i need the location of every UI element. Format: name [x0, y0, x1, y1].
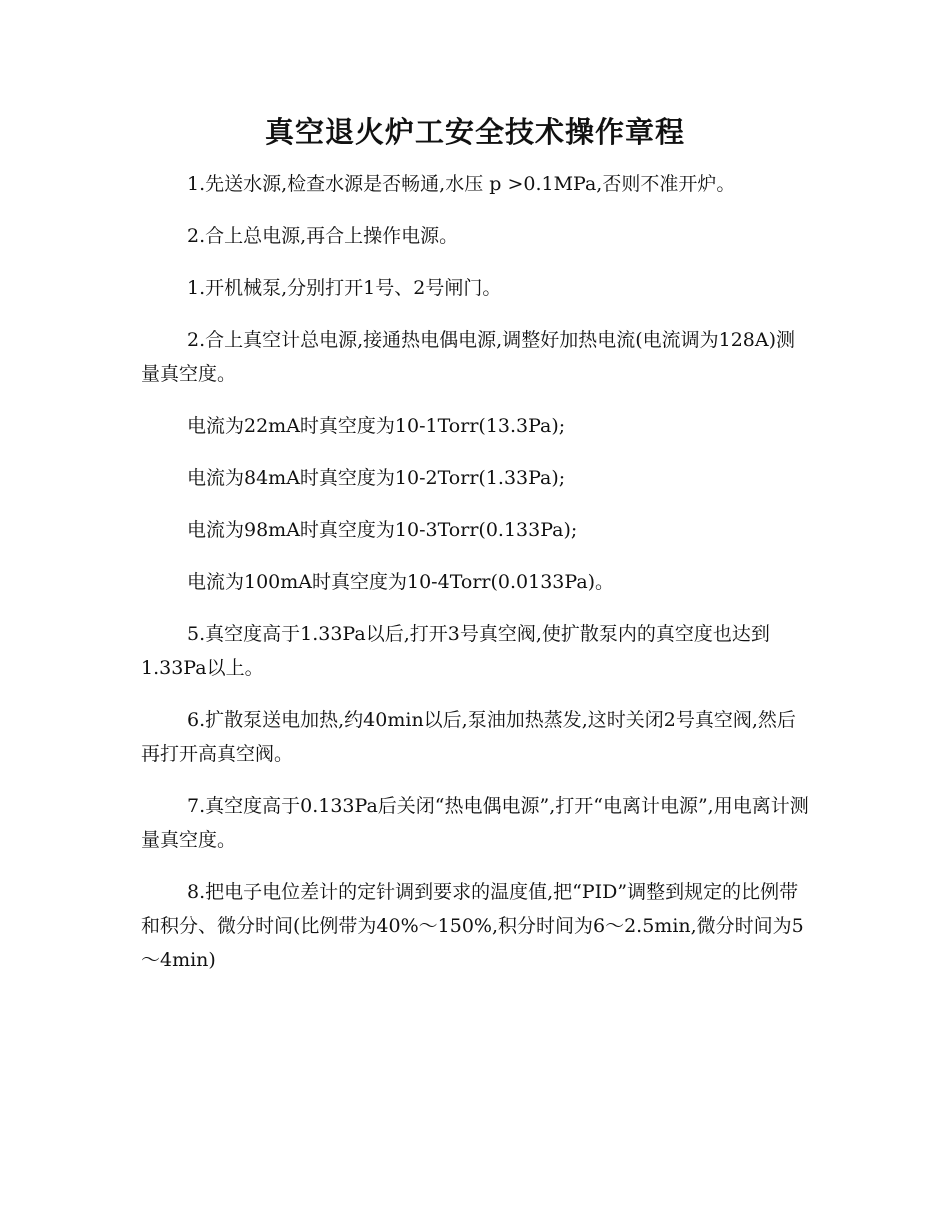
paragraph-current-84ma: 电流为84mA时真空度为10-2Torr(1.33Pa); [187, 467, 566, 489]
paragraph-water-supply: 1.先送水源,检查水源是否畅通,水压 p >0.1MPa,否则不准开炉。 [187, 173, 736, 195]
paragraph-vacuum-gauge-power: 2.合上真空计总电源,接通热电偶电源,调整好加热电流(电流调为128A)测量真空度。 [141, 329, 796, 385]
paragraph-current-22ma: 电流为22mA时真空度为10-1Torr(13.3Pa); [187, 415, 566, 437]
paragraph-pid-settings: 8.把电子电位差计的定针调到要求的温度值,把“PID”调整到规定的比例带和积分、微分时间(比例带为40%～150%,积分时间为6～2.5min,微分时间为5～4min) [141, 881, 804, 971]
paragraph-vacuum-valve-3: 5.真空度高于1.33Pa以后,打开3号真空阀,使扩散泵内的真空度也达到1.33Pa以上。 [141, 623, 770, 679]
document-body [141, 167, 811, 995]
document-title: 真空退火炉工安全技术操作章程 [264, 115, 685, 149]
paragraph-main-power: 2.合上总电源,再合上操作电源。 [187, 225, 459, 247]
paragraph-current-98ma: 电流为98mA时真空度为10-3Torr(0.133Pa); [187, 519, 578, 541]
paragraph-ionization-gauge: 7.真空度高于0.133Pa后关闭“热电偶电源”,打开“电离计电源”,用电离计测量真空度。 [141, 795, 809, 851]
paragraph-diffusion-pump-heating: 6.扩散泵送电加热,约40min以后,泵油加热蒸发,这时关闭2号真空阀,然后再打开高真空阀。 [141, 709, 796, 765]
paragraph-mechanical-pump: 1.开机械泵,分别打开1号、2号闸门。 [187, 277, 502, 299]
paragraph-current-100ma: 电流为100mA时真空度为10-4Torr(0.0133Pa)。 [187, 571, 615, 593]
